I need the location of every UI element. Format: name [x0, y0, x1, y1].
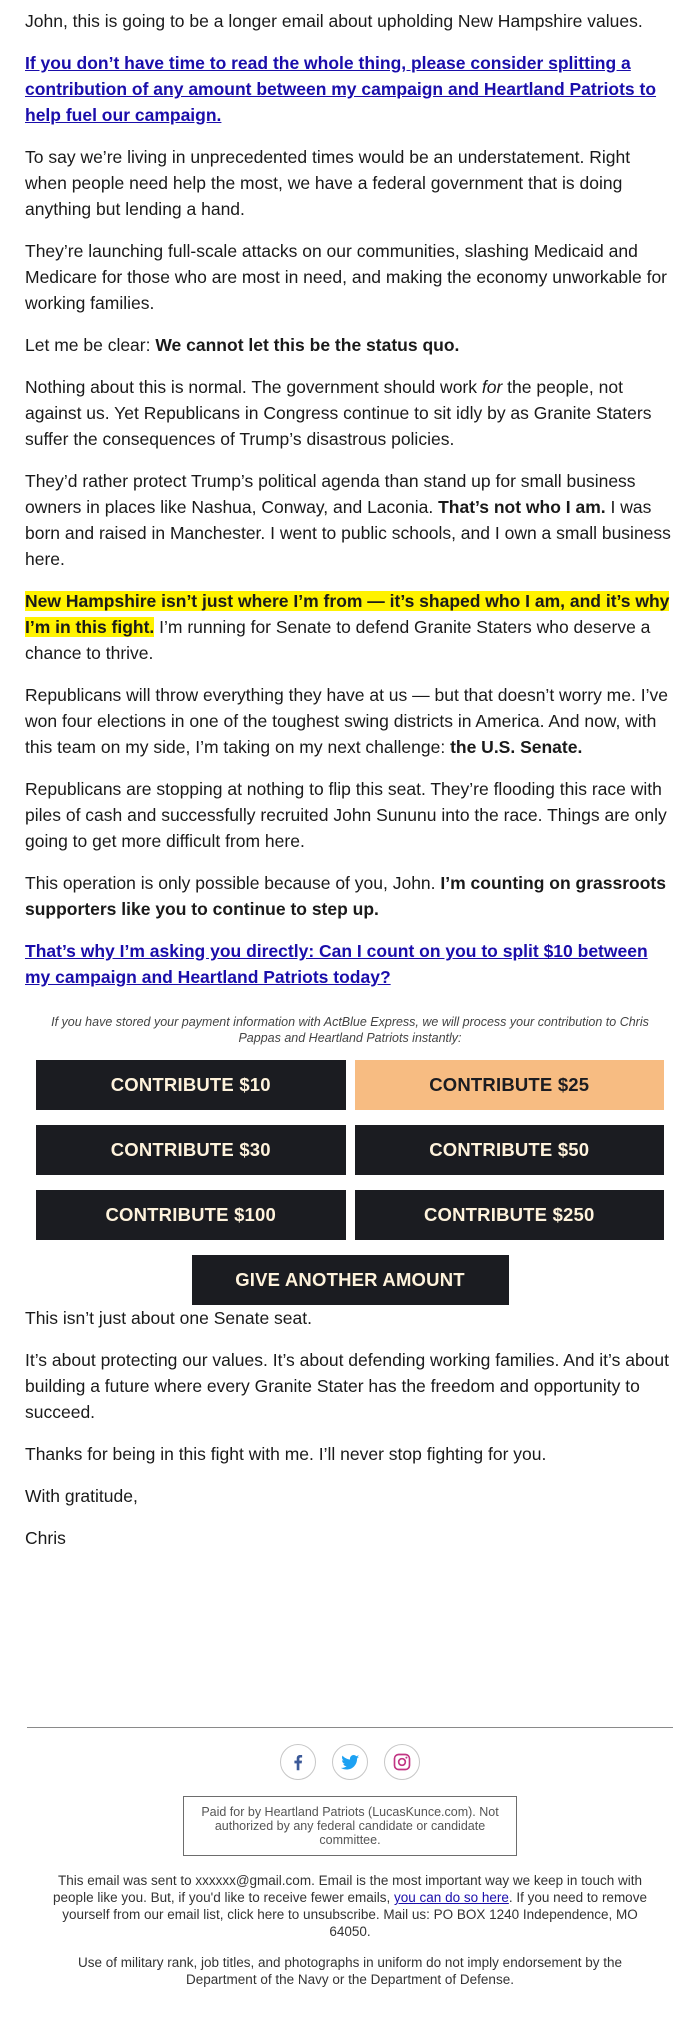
status-quo-paragraph: [25, 332, 675, 358]
footer-divider: [27, 1727, 673, 1728]
contribute-30-button[interactable]: CONTRIBUTE $30: [36, 1125, 346, 1175]
small-business-paragraph: [25, 468, 675, 572]
elections-paragraph: [25, 682, 675, 760]
contribute-25-button[interactable]: CONTRIBUTE $25: [355, 1060, 665, 1110]
highlighted-text: New Hampshire isn’t just where I’m from — it’s shaped who I am, and it’s why I’m in this fight.: [25, 591, 670, 637]
fewer-emails-text: . Email is the most important way we keep in touch with people like you. But, if you'd like to receive fewer emails,: [53, 1873, 642, 1905]
email-body: [0, 8, 700, 1551]
signature: Chris: [25, 1528, 66, 1548]
twitter-icon[interactable]: [332, 1744, 368, 1780]
not-normal-paragraph: [25, 374, 675, 452]
footer-notice: [44, 1872, 656, 1940]
not-normal-italic: for: [481, 377, 503, 397]
fewer-emails-link[interactable]: you can do so here: [394, 1890, 509, 1905]
flip-seat-paragraph: Republicans are stopping at nothing to flip this seat. They’re flooding this race with piles of cash and successfully recruited John Sununu into the race. Things are only going to get more difficult from here.: [25, 779, 667, 851]
ask-paragraph: [25, 938, 675, 990]
senate-seat-paragraph: This isn’t just about one Senate seat.: [25, 1308, 312, 1328]
new-hampshire-paragraph: [25, 588, 675, 666]
attacks-paragraph: They’re launching full-scale attacks on our communities, slashing Medicaid and Medicare for those who are most in need, and making the economy unworkable for working families.: [25, 241, 668, 313]
not-normal-text-2: the people, not against us. Yet Republicans in Congress continue to sit idly by as Granite Staters suffer the consequences of Trump’s disastrous policies.: [25, 377, 652, 449]
sign-off: With gratitude,: [25, 1486, 138, 1506]
small-business-text-2: I was born and raised in Manchester. I went to public schools, and I own a small business here.: [25, 497, 671, 569]
sent-to-text: This email was sent to: [58, 1873, 196, 1888]
values-paragraph: It’s about protecting our values. It’s about defending working families. And it’s about building a future where every Granite Stater has the freedom and opportunity to succeed.: [25, 1350, 670, 1422]
small-business-bold: That’s not who I am.: [438, 497, 606, 517]
unsubscribe-text[interactable]: . If you need to remove yourself from our email list, click here to unsubscribe. Mail us: PO BOX 1240 Independence, MO 64050.: [62, 1890, 647, 1939]
elections-text: Republicans will throw everything they have at us — but that doesn’t worry me. I’ve won four elections in one of the toughest swing districts in America. And now, with this team on my side, I’m taking on my next challenge:: [25, 685, 668, 757]
status-quo-lead: Let me be clear:: [25, 335, 156, 355]
footer-spacer: [0, 1567, 700, 1727]
grassroots-paragraph: [25, 870, 675, 922]
social-links: [0, 1744, 700, 1780]
small-business-text-1: They’d rather protect Trump’s political agenda than stand up for small business owners in places like Nashua, Conway, and Laconia.: [25, 471, 636, 517]
contribution-buttons: [25, 1060, 675, 1240]
new-hampshire-text: I’m running for Senate to defend Granite Staters who deserve a chance to thrive.: [25, 617, 651, 663]
status-quo-bold: We cannot let this be the status quo.: [155, 335, 460, 355]
actblue-express-note: If you have stored your payment information with ActBlue Express, we will process your contribution to Chris Pappas and Heartland Patriots instantly:: [51, 1015, 649, 1045]
senate-bold: the U.S. Senate.: [450, 737, 583, 757]
contribute-50-button[interactable]: CONTRIBUTE $50: [355, 1125, 665, 1175]
split-ten-dollars-link[interactable]: That’s why I’m asking you directly: Can I count on you to split $10 between my campaign and Heartland Patriots today?: [25, 941, 648, 987]
recipient-email: xxxxxx@gmail.com: [195, 1873, 312, 1888]
instagram-icon[interactable]: [384, 1744, 420, 1780]
intro-paragraph: [25, 50, 675, 128]
not-normal-text-1: Nothing about this is normal. The government should work: [25, 377, 482, 397]
split-contribution-link[interactable]: If you don’t have time to read the whole thing, please consider splitting a contribution of any amount between my campaign and Heartland Patriots to help fuel our campaign.: [25, 53, 657, 125]
grassroots-text: This operation is only possible because of you, John.: [25, 873, 441, 893]
give-another-amount-button[interactable]: GIVE ANOTHER AMOUNT: [192, 1255, 509, 1305]
greeting-paragraph: John, this is going to be a longer email about upholding New Hampshire values.: [25, 11, 643, 31]
grassroots-bold: I’m counting on grassroots supporters like you to continue to step up.: [25, 873, 666, 919]
military-disclaimer: Use of military rank, job titles, and photographs in uniform do not imply endorsement by the Department of the Navy or the Department of Defense.: [77, 1955, 623, 1987]
facebook-icon[interactable]: [280, 1744, 316, 1780]
paid-for-disclaimer: Paid for by Heartland Patriots (LucasKunce.com). Not authorized by any federal candidate or candidate committee.: [183, 1796, 517, 1856]
unprecedented-paragraph: To say we’re living in unprecedented times would be an understatement. Right when people need help the most, we have a federal government that is doing anything but lending a hand.: [25, 147, 631, 219]
thanks-paragraph: Thanks for being in this fight with me. I’ll never stop fighting for you.: [25, 1444, 547, 1464]
contribute-250-button[interactable]: CONTRIBUTE $250: [355, 1190, 665, 1240]
contribute-100-button[interactable]: CONTRIBUTE $100: [36, 1190, 346, 1240]
contribute-10-button[interactable]: CONTRIBUTE $10: [36, 1060, 346, 1110]
